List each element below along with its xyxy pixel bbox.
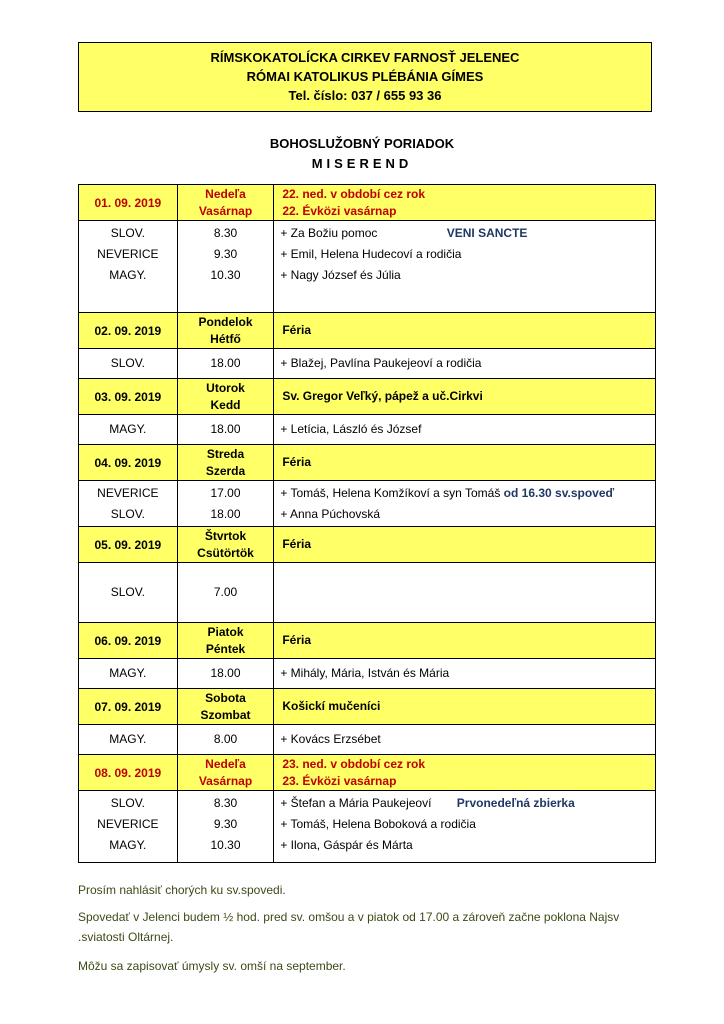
day-date: 03. 09. 2019: [79, 379, 178, 415]
mass-times: [177, 415, 274, 445]
mass-row: [79, 349, 656, 379]
feast-sk: 23. ned. v období cez rok: [282, 757, 426, 771]
title-hu: MISEREND: [311, 156, 413, 171]
mass-intention: [280, 814, 655, 835]
intention-text: + Kovács Erzsébet: [280, 732, 381, 746]
feast-sk: Košickí mučeníci: [282, 699, 381, 713]
day-name-hu: Péntek: [205, 642, 246, 656]
mass-row: [79, 659, 656, 689]
intention-note: od 16.30 sv.spoveď: [503, 486, 615, 500]
mass-intentions: [274, 659, 656, 689]
intention-text: + Letícia, László és József: [280, 422, 422, 436]
mass-language: SLOV.: [110, 585, 145, 599]
mass-time: 10.30: [210, 268, 241, 282]
intention-note: VENI SANCTE: [446, 226, 528, 240]
mass-row: [79, 481, 656, 527]
parish-phone: Tel. číslo: 037 / 655 93 36: [288, 88, 442, 103]
day-name: [177, 755, 274, 791]
intention-text: + Tomáš, Helena Boboková a rodičia: [280, 817, 476, 831]
day-name-sk: Pondelok: [198, 315, 253, 329]
feast-sk: 22. ned. v období cez rok: [282, 187, 426, 201]
mass-intention: [280, 244, 655, 265]
day-header-row: [79, 527, 656, 563]
mass-languages: [79, 791, 178, 863]
mass-language: MAGY.: [109, 422, 147, 436]
footer-note-confession: Prosím nahlásiť chorých ku sv.spovedi.: [78, 883, 286, 897]
schedule-table: [78, 184, 656, 863]
feast-sk: Féria: [282, 323, 312, 337]
mass-time: 8.30: [213, 796, 238, 810]
day-header-row: [79, 185, 656, 221]
parish-name-sk: RÍMSKOKATOLÍCKA CIRKEV FARNOSŤ JELENEC: [210, 50, 520, 65]
mass-languages: [79, 481, 178, 527]
day-name-hu: Vasárnap: [198, 204, 253, 218]
day-name-sk: Sobota: [205, 691, 246, 705]
mass-time: 9.30: [213, 817, 238, 831]
day-name-hu: Kedd: [210, 398, 241, 412]
day-header-row: [79, 623, 656, 659]
parish-header: [78, 42, 652, 112]
mass-language: SLOV.: [110, 226, 145, 240]
day-name-hu: Szombat: [200, 708, 251, 722]
feast-sk: Féria: [282, 633, 312, 647]
day-name-sk: Štvrtok: [204, 529, 247, 543]
mass-languages: [79, 563, 178, 623]
day-name-hu: Vasárnap: [198, 774, 253, 788]
mass-intention: [280, 483, 655, 504]
mass-time: 18.00: [210, 666, 241, 680]
mass-languages: [79, 349, 178, 379]
feast-name: [274, 185, 656, 221]
page-title: [0, 134, 724, 174]
title-sk: BOHOSLUŽOBNÝ PORIADOK: [269, 136, 455, 151]
mass-intentions: [274, 415, 656, 445]
mass-times: [177, 481, 274, 527]
day-name: [177, 379, 274, 415]
day-header-row: [79, 313, 656, 349]
feast-name: [274, 689, 656, 725]
mass-time: 18.00: [210, 422, 241, 436]
intention-text: + Anna Púchovská: [280, 507, 381, 521]
parish-name-hu: RÓMAI KATOLIKUS PLÉBÁNIA GÍMES: [246, 69, 484, 84]
feast-sk: Féria: [282, 537, 312, 551]
day-name: [177, 185, 274, 221]
day-name: [177, 623, 274, 659]
day-date: 06. 09. 2019: [79, 623, 178, 659]
feast-name: [274, 623, 656, 659]
day-name-sk: Piatok: [207, 625, 244, 639]
intention-text: + Nagy József és Júlia: [280, 268, 401, 282]
mass-intention: [280, 835, 655, 856]
mass-intention: [280, 419, 655, 440]
mass-language: NEVERICE: [97, 247, 159, 261]
mass-language: SLOV.: [110, 356, 145, 370]
mass-row: [79, 725, 656, 755]
intention-text: + Za Božiu pomoc: [280, 226, 378, 240]
mass-languages: [79, 221, 178, 313]
day-header-row: [79, 379, 656, 415]
mass-intentions: [274, 349, 656, 379]
mass-languages: [79, 725, 178, 755]
day-header-row: [79, 755, 656, 791]
day-name: [177, 527, 274, 563]
mass-language: NEVERICE: [97, 817, 159, 831]
feast-name: [274, 445, 656, 481]
mass-times: [177, 791, 274, 863]
feast-name: [274, 527, 656, 563]
day-name-hu: Szerda: [205, 464, 246, 478]
mass-intention: [280, 793, 655, 814]
mass-intention: [280, 729, 655, 750]
day-name: [177, 689, 274, 725]
intention-text: + Blažej, Pavlína Paukejeoví a rodičia: [280, 356, 482, 370]
feast-hu: 22. Évközi vasárnap: [282, 204, 397, 218]
mass-row: [79, 791, 656, 863]
day-date: 04. 09. 2019: [79, 445, 178, 481]
mass-intention: [280, 663, 655, 684]
day-name-hu: Hétfő: [210, 332, 241, 346]
day-name-hu: Csütörtök: [197, 546, 254, 560]
feast-name: [274, 755, 656, 791]
mass-time: 8.00: [213, 732, 238, 746]
footer-note-schedule: Spovedať v Jelenci budem ½ hod. pred sv. omšou a v piatok od 17.00 a zároveň začne poklona Najsv .sviatosti Oltárnej.: [78, 910, 620, 944]
feast-sk: Féria: [282, 455, 312, 469]
day-name-sk: Streda: [206, 447, 245, 461]
mass-time: 18.00: [210, 356, 241, 370]
mass-intentions: [274, 563, 656, 623]
day-header-row: [79, 689, 656, 725]
mass-row: [79, 563, 656, 623]
mass-language: MAGY.: [109, 838, 147, 852]
footer-note-intentions: Môžu sa zapisovať úmysly sv. omší na september.: [78, 959, 346, 973]
mass-row: [79, 221, 656, 313]
day-date: 08. 09. 2019: [79, 755, 178, 791]
mass-time: 7.00: [213, 585, 238, 599]
day-header-row: [79, 445, 656, 481]
mass-intentions: [274, 791, 656, 863]
day-name: [177, 313, 274, 349]
mass-language: MAGY.: [109, 268, 147, 282]
mass-language: SLOV.: [110, 796, 145, 810]
mass-intention: [280, 353, 655, 374]
mass-time: 17.00: [210, 486, 241, 500]
feast-sk: Sv. Gregor Veľký, pápež a uč.Cirkvi: [282, 389, 483, 403]
mass-language: SLOV.: [110, 507, 145, 521]
feast-hu: 23. Évközi vasárnap: [282, 774, 397, 788]
mass-language: MAGY.: [109, 732, 147, 746]
mass-language: MAGY.: [109, 666, 147, 680]
day-date: 01. 09. 2019: [79, 185, 178, 221]
intention-text: + Ilona, Gáspár és Márta: [280, 838, 413, 852]
day-name: [177, 445, 274, 481]
day-name-sk: Nedeľa: [205, 187, 246, 201]
feast-name: [274, 313, 656, 349]
mass-languages: [79, 415, 178, 445]
mass-languages: [79, 659, 178, 689]
mass-times: [177, 725, 274, 755]
day-date: 02. 09. 2019: [79, 313, 178, 349]
day-date: 05. 09. 2019: [79, 527, 178, 563]
mass-intentions: [274, 221, 656, 313]
intention-text: + Emil, Helena Hudecoví a rodičia: [280, 247, 462, 261]
mass-times: [177, 659, 274, 689]
mass-times: [177, 221, 274, 313]
day-name-sk: Nedeľa: [205, 757, 246, 771]
mass-intention: [280, 223, 655, 244]
intention-text: + Mihály, Mária, István és Mária: [280, 666, 450, 680]
mass-language: NEVERICE: [97, 486, 159, 500]
mass-time: 8.30: [213, 226, 238, 240]
mass-times: [177, 563, 274, 623]
intention-text: + Tomáš, Helena Komžíkoví a syn Tomáš: [280, 486, 501, 500]
mass-times: [177, 349, 274, 379]
mass-row: [79, 415, 656, 445]
mass-time: 9.30: [213, 247, 238, 261]
day-date: 07. 09. 2019: [79, 689, 178, 725]
feast-name: [274, 379, 656, 415]
mass-time: 10.30: [210, 838, 241, 852]
mass-time: 18.00: [210, 507, 241, 521]
mass-intentions: [274, 725, 656, 755]
day-name-sk: Utorok: [206, 381, 245, 395]
intention-text: + Štefan a Mária Paukejeoví: [280, 796, 432, 810]
mass-intention: [280, 504, 655, 525]
mass-intention: [280, 265, 655, 286]
intention-note: Prvonedeľná zbierka: [456, 796, 575, 810]
mass-intentions: [274, 481, 656, 527]
